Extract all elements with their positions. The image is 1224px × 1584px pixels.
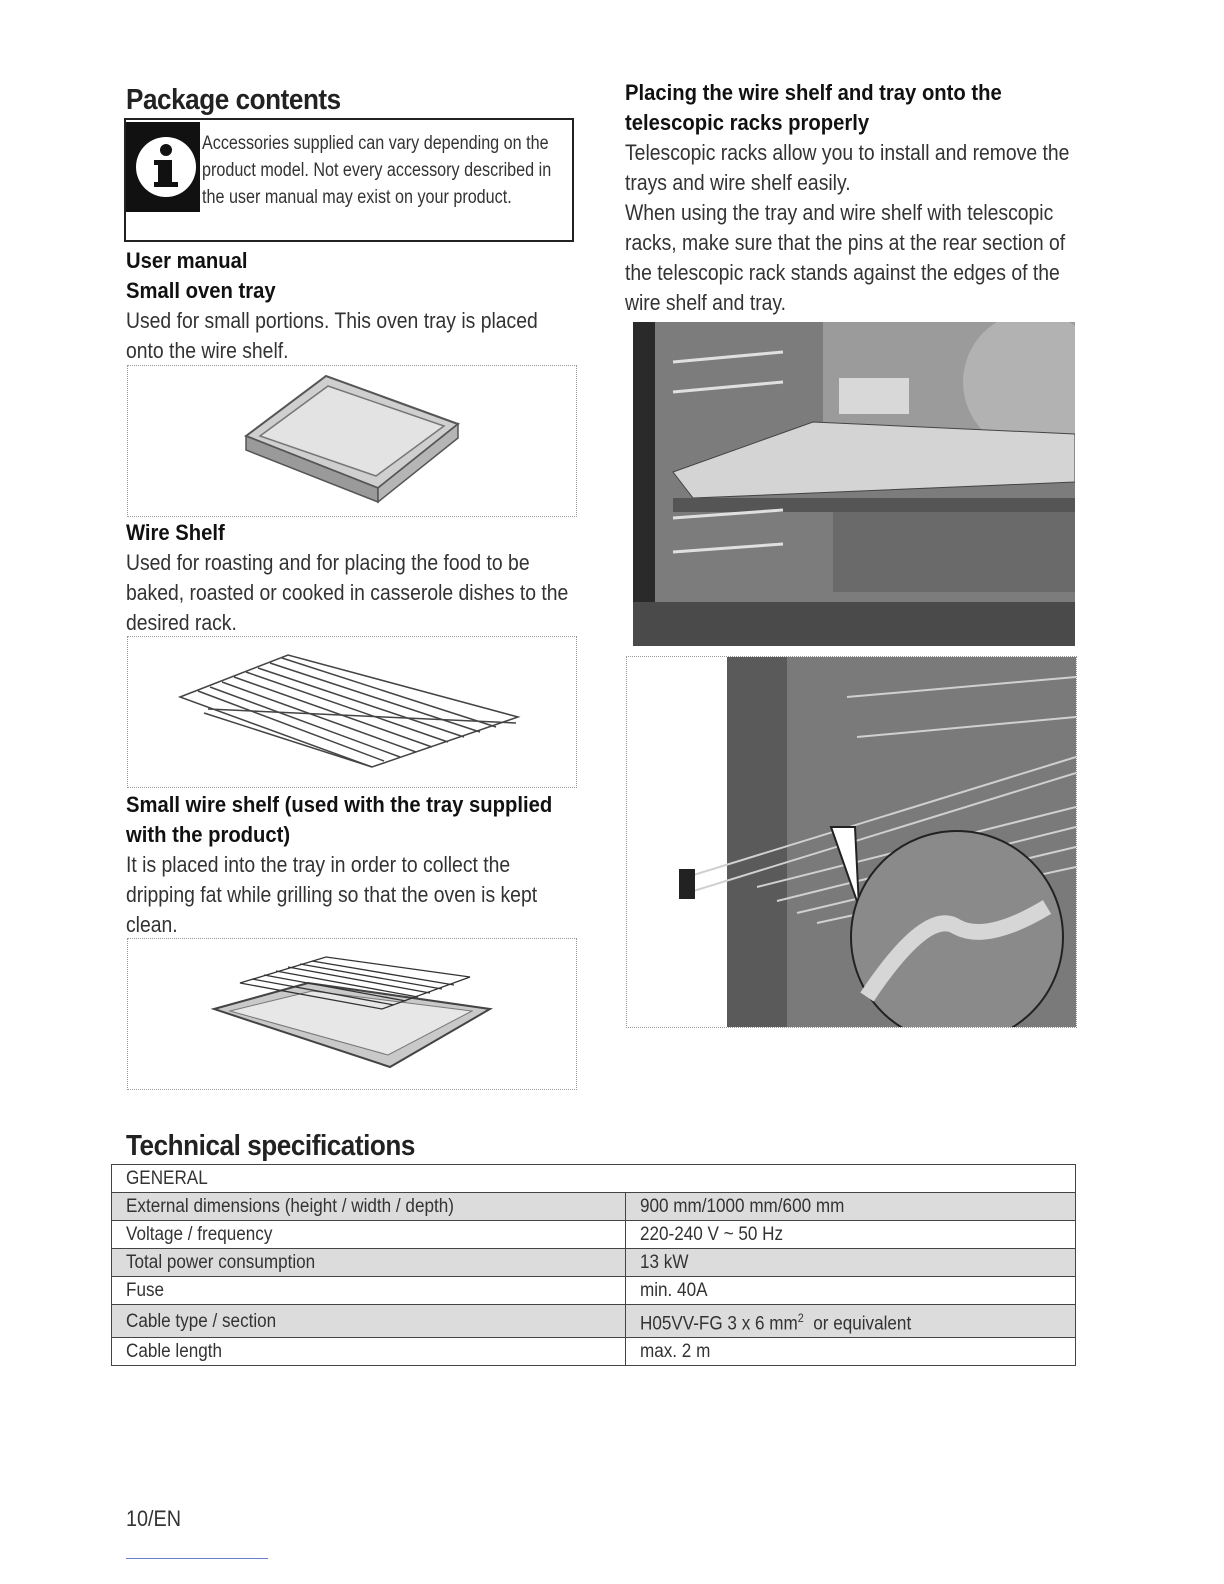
small-oven-tray-heading: Small oven tray <box>126 278 276 303</box>
spec-value: min. 40A <box>640 1280 708 1301</box>
spec-value: H05VV-FG 3 x 6 $mm^2$ or equivalent <box>640 1311 912 1335</box>
spec-value: 13 kW <box>640 1252 689 1273</box>
spec-value: max. 2 m <box>640 1341 711 1363</box>
table-row <box>112 1193 1076 1221</box>
small-wire-shelf-description: It is placed into the tray in order to collect the dripping fat while grilling so that the oven is kept clean. <box>126 852 538 937</box>
placing-heading-1: Placing the wire shelf and tray onto the <box>625 80 1002 105</box>
spec-label: Cable type / section <box>126 1310 277 1332</box>
info-note-box <box>124 118 574 242</box>
small-oven-tray-description: Used for small portions. This oven tray is placed onto the wire shelf. <box>126 308 538 363</box>
oven-tray-telescopic-photo <box>633 322 1075 646</box>
spec-value: 900 mm/1000 mm/600 mm <box>640 1196 845 1217</box>
wire-shelf-description: Used for roasting and for placing the food to be baked, roasted or cooked in casserole dishes to the desired rack. <box>126 550 569 635</box>
small-wire-shelf-tray-image <box>127 938 577 1090</box>
spec-label: Fuse <box>126 1280 165 1301</box>
spec-label: Cable length <box>126 1341 223 1363</box>
spec-label: External dimensions (height / width / depth) <box>126 1196 454 1217</box>
info-icon <box>126 122 200 212</box>
wire-shelf-image <box>127 636 577 788</box>
page-number: 10/EN <box>126 1506 182 1531</box>
spec-value: 220-240 V ~ 50 Hz <box>640 1224 784 1245</box>
placing-description-2: When using the tray and wire shelf with telescopic racks, make sure that the pins at the rear section of the telescopic rack stands against the edges of the wire shelf and tray. <box>625 200 1066 315</box>
specs-table <box>111 1164 1076 1366</box>
small-wire-shelf-heading-1: Small wire shelf (used with the tray supplied <box>126 792 553 817</box>
table-row <box>112 1249 1076 1277</box>
specs-section-header: GENERAL <box>112 1165 1076 1193</box>
table-row <box>112 1277 1076 1305</box>
footer-divider <box>126 1558 268 1559</box>
wire-shelf-heading: Wire Shelf <box>126 520 225 545</box>
table-row <box>112 1305 1076 1338</box>
table-row <box>112 1221 1076 1249</box>
spec-label: Voltage / frequency <box>126 1224 273 1245</box>
user-manual-heading: User manual <box>126 248 248 273</box>
placing-description-1: Telescopic racks allow you to install and remove the trays and wire shelf easily. <box>625 140 1070 195</box>
small-wire-shelf-heading-2: with the product) <box>126 822 291 847</box>
small-oven-tray-image <box>127 365 577 517</box>
package-contents-title: Package contents <box>126 84 341 116</box>
info-note-text: Accessories supplied can vary depending on the product model. Not every accessory described in the user manual may exist on your product. <box>202 133 552 208</box>
technical-specifications-title: Technical specifications <box>126 1130 415 1162</box>
spec-label: Total power consumption <box>126 1252 316 1273</box>
placing-heading-2: telescopic racks properly <box>625 110 870 135</box>
telescopic-rack-pin-photo <box>626 656 1077 1028</box>
table-row <box>112 1338 1076 1366</box>
